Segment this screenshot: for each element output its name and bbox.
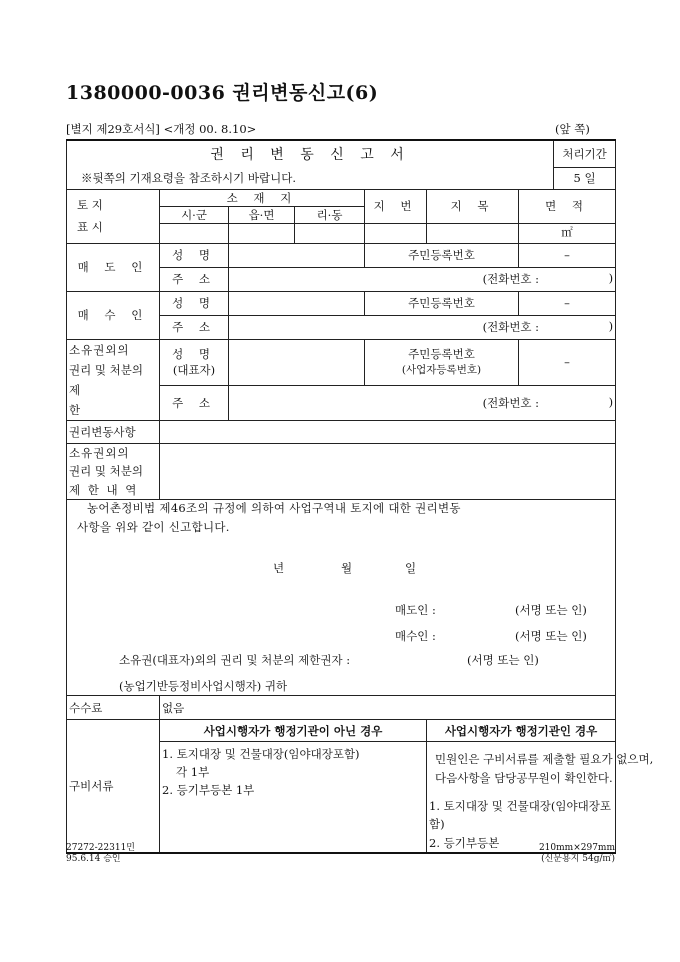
land-label-line1: 토 지 bbox=[77, 198, 103, 212]
buyer-phone-label: (전화번호 : bbox=[482, 320, 540, 334]
restriction-holder-rrn-sub: (사업자등록번호) bbox=[401, 364, 482, 377]
restriction-holder-phone-close: ) bbox=[608, 395, 614, 410]
restriction-holder-label-2: 권리 및 처분의 bbox=[69, 362, 143, 377]
buyer-sign-label: 매수인 : bbox=[395, 629, 436, 644]
declaration-line1: 농어촌정비법 제46조의 규정에 의하여 사업구역내 토지에 대한 권리변동 bbox=[87, 501, 461, 516]
date-day: 일 bbox=[405, 561, 417, 576]
eup-myeon-header: 읍·면 bbox=[229, 206, 295, 223]
documents-col2-intro2: 다음사항을 담당공무원이 확인한다. bbox=[435, 770, 613, 785]
documents-col1-item1b: 각 1부 bbox=[176, 764, 210, 779]
date-month: 월 bbox=[341, 561, 353, 576]
restriction-holder-rrn-label bbox=[365, 339, 519, 386]
form-number: [별지 제29호서식] <개정 00. 8.10> bbox=[66, 122, 257, 136]
footer-paper-size: 210mm×297mm bbox=[538, 843, 615, 853]
restriction-details-field[interactable] bbox=[160, 444, 616, 500]
seller-address-field[interactable] bbox=[229, 267, 616, 291]
restriction-holder-phone-label: (전화번호 : bbox=[482, 396, 540, 411]
date-year: 년 bbox=[273, 561, 285, 576]
restriction-details-label-1: 소유권외의 bbox=[69, 446, 130, 460]
area-field[interactable]: ㎡ bbox=[519, 223, 616, 243]
buyer-phone-close: ) bbox=[608, 319, 614, 333]
restriction-holder-rrn-field[interactable]: – bbox=[519, 339, 616, 386]
documents-col2-header: 사업시행자가 행정기관인 경우 bbox=[427, 720, 616, 742]
land-label-line2: 표 시 bbox=[77, 220, 103, 234]
processing-period-value: 5 일 bbox=[554, 167, 616, 189]
documents-col1-item2: 2. 등기부등본 1부 bbox=[162, 782, 255, 797]
seller-phone-label: (전화번호 : bbox=[482, 272, 540, 286]
restriction-holder-name-sub: (대표자) bbox=[172, 363, 216, 378]
restriction-holder-label bbox=[67, 339, 160, 421]
buyer-address-field[interactable] bbox=[229, 315, 616, 339]
seller-sign-note[interactable]: (서명 또는 인) bbox=[515, 603, 587, 618]
rights-change-label: 권리변동사항 bbox=[67, 421, 160, 444]
jimok-header: 지 목 bbox=[427, 189, 519, 223]
seller-rrn-field[interactable]: – bbox=[519, 243, 616, 267]
fee-label: 수수료 bbox=[67, 696, 160, 720]
recipient-line: (농업기반등정비사업시행자) 귀하 bbox=[119, 679, 288, 694]
buyer-label: 매 수 인 bbox=[67, 291, 160, 339]
declaration-block bbox=[67, 500, 616, 696]
restriction-holder-name-label bbox=[160, 339, 229, 386]
documents-col2-item1: 1. 토지대장 및 건물대장(임야대장포함) bbox=[429, 798, 611, 832]
land-label bbox=[67, 189, 160, 243]
seller-phone-close: ) bbox=[608, 271, 614, 285]
seller-rrn-label: 주민등록번호 bbox=[365, 243, 519, 267]
restriction-holder-address-label: 주 소 bbox=[160, 386, 229, 421]
footer-left bbox=[66, 843, 135, 865]
restriction-holder-address-field[interactable] bbox=[229, 386, 616, 421]
documents-col2-intro1: 민원인은 구비서류를 제출할 필요가 없으며, bbox=[435, 752, 654, 767]
declaration-line2: 사항을 위와 같이 신고합니다. bbox=[77, 520, 230, 535]
footer-approval: 95.6.14 승인 bbox=[66, 853, 121, 864]
seller-sign-label: 매도인 : bbox=[395, 603, 436, 618]
documents-col2-item2: 2. 등기부등본 bbox=[429, 835, 500, 850]
holder-sign-label: 소유권(대표자)외의 권리 및 처분의 제한권자 : bbox=[119, 653, 351, 668]
form-note: ※뒷쪽의 기재요령을 참조하시기 바랍니다. bbox=[67, 167, 554, 189]
seller-name-label: 성 명 bbox=[160, 243, 229, 267]
restriction-details-label-2: 권리 및 처분의 bbox=[69, 464, 143, 479]
seller-label: 매 도 인 bbox=[67, 243, 160, 291]
area-header: 면 적 bbox=[519, 189, 616, 223]
jibun-header: 지 번 bbox=[365, 189, 427, 223]
documents-col1-header: 사업시행자가 행정기관이 아닌 경우 bbox=[160, 720, 427, 742]
restriction-holder-rrn-text: 주민등록번호 bbox=[408, 347, 475, 362]
buyer-rrn-label: 주민등록번호 bbox=[365, 291, 519, 315]
documents-col2 bbox=[427, 742, 654, 853]
documents-col1-item1: 1. 토지대장 및 건물대장(임야대장포함) bbox=[162, 747, 360, 762]
restriction-details-label bbox=[67, 444, 160, 500]
footer-code: 27272-22311민 bbox=[66, 843, 135, 853]
footer-paper-type: (신문용지 54g/㎡) bbox=[541, 853, 615, 864]
documents-label: 구비서류 bbox=[67, 720, 160, 853]
si-gun-field[interactable] bbox=[160, 223, 229, 243]
restriction-holder-name-text: 성 명 bbox=[172, 346, 216, 361]
ri-dong-field[interactable] bbox=[295, 223, 365, 243]
buyer-rrn-field[interactable]: – bbox=[519, 291, 616, 315]
seller-name-field[interactable] bbox=[229, 243, 365, 267]
footer-right bbox=[520, 843, 615, 865]
seller-address-label: 주 소 bbox=[160, 267, 229, 291]
restriction-details-label-3: 제 한 내 역 bbox=[69, 482, 139, 497]
jimok-field[interactable] bbox=[427, 223, 519, 243]
rights-change-field[interactable] bbox=[160, 421, 616, 444]
documents-col1 bbox=[160, 742, 427, 853]
ri-dong-header: 리·동 bbox=[295, 206, 365, 223]
location-header: 소 재 지 bbox=[160, 189, 365, 206]
buyer-address-label: 주 소 bbox=[160, 315, 229, 339]
si-gun-header: 시·군 bbox=[160, 206, 229, 223]
document-title: 1380000-0036 권리변동신고(6) bbox=[66, 82, 379, 104]
holder-sign-note[interactable]: (서명 또는 인) bbox=[467, 653, 539, 668]
restriction-holder-name-field[interactable] bbox=[229, 339, 365, 386]
buyer-sign-note[interactable]: (서명 또는 인) bbox=[515, 629, 587, 644]
eup-myeon-field[interactable] bbox=[229, 223, 295, 243]
form-title: 권 리 변 동 신 고 서 bbox=[67, 140, 554, 167]
restriction-holder-label-1: 소유권외의 bbox=[69, 342, 130, 357]
processing-period-label: 처리기간 bbox=[554, 140, 616, 167]
buyer-name-field[interactable] bbox=[229, 291, 365, 315]
restriction-holder-label-3: 제 한 bbox=[69, 382, 107, 417]
fee-value: 없음 bbox=[160, 696, 616, 720]
jibun-field[interactable] bbox=[365, 223, 427, 243]
declaration-form bbox=[66, 139, 654, 854]
front-side-label: (앞 쪽) bbox=[555, 122, 590, 136]
buyer-name-label: 성 명 bbox=[160, 291, 229, 315]
